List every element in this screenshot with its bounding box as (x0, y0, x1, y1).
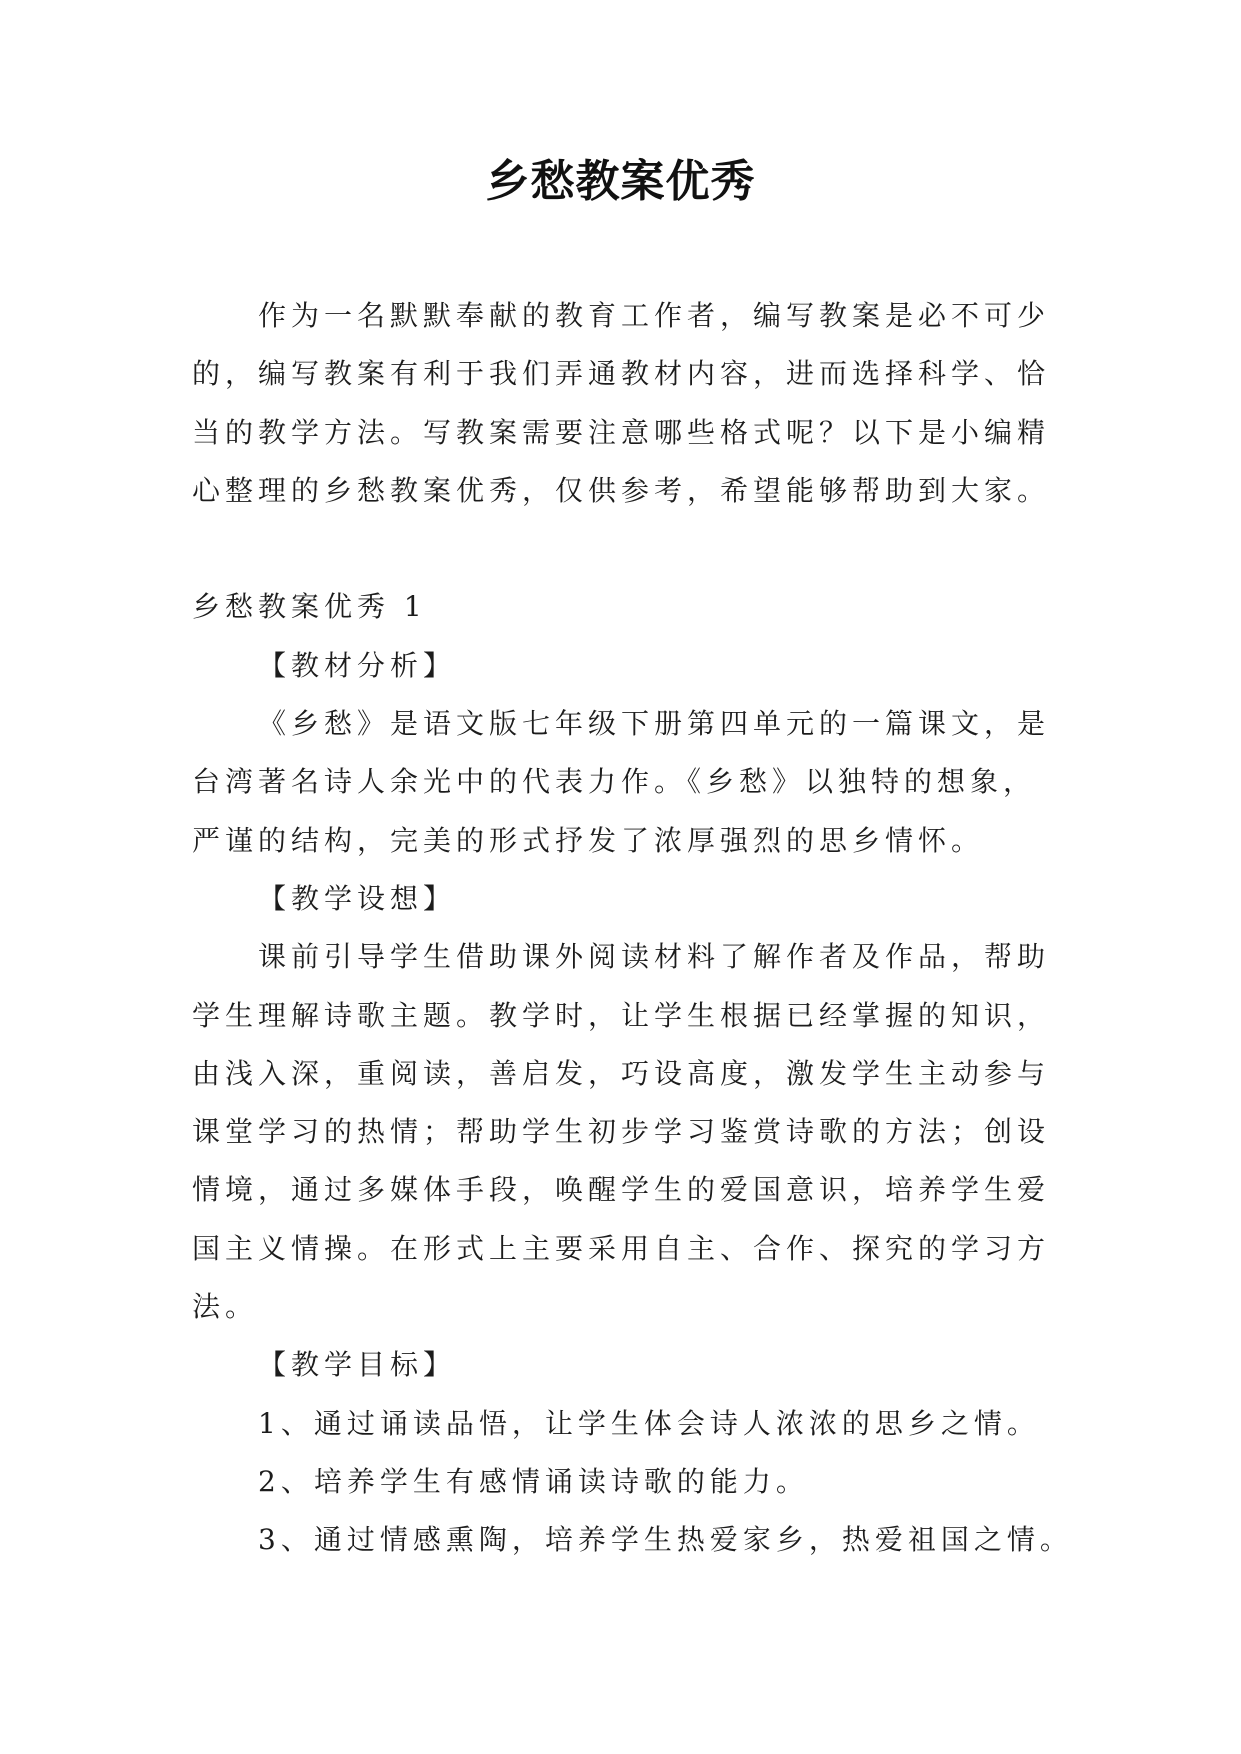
intro-paragraph (192, 287, 1072, 520)
heading-teaching-objectives: 【教学目标】 (258, 1348, 457, 1382)
paragraph-line: 课堂学习的热情；帮助学生初步学习鉴赏诗歌的方法；创设 (192, 1115, 1051, 1149)
heading-textbook-analysis: 【教材分析】 (258, 648, 457, 682)
paragraph-line: 《乡愁》是语文版七年级下册第四单元的一篇课文，是 (258, 707, 1051, 741)
objectives-list (192, 1395, 1072, 1570)
paragraph-line: 当的教学方法。写教案需要注意哪些格式呢？以下是小编精 (192, 415, 1051, 449)
concept-paragraph (192, 928, 1072, 1336)
paragraph-line: 严谨的结构，完美的形式抒发了浓厚强烈的思乡情怀。 (192, 823, 985, 857)
document-body (192, 287, 1072, 1570)
paragraph-line: 课前引导学生借助课外阅读材料了解作者及作品，帮助 (258, 940, 1051, 974)
objective-item: 3、通过情感熏陶，培养学生热爱家乡，热爱祖国之情。 (258, 1523, 1073, 1557)
heading-teaching-concept: 【教学设想】 (258, 881, 457, 915)
paragraph-line: 情境，通过多媒体手段，唤醒学生的爱国意识，培养学生爱 (192, 1173, 1051, 1207)
paragraph-line: 台湾著名诗人余光中的代表力作。《乡愁》以独特的想象， (192, 765, 1037, 799)
blank-line (192, 520, 1072, 578)
objective-item: 2、培养学生有感情诵读诗歌的能力。 (258, 1464, 809, 1498)
paragraph-line: 由浅入深，重阅读，善启发，巧设高度，激发学生主动参与 (192, 1056, 1051, 1090)
paragraph-line: 学生理解诗歌主题。教学时，让学生根据已经掌握的知识， (192, 998, 1051, 1032)
paragraph-line: 心整理的乡愁教案优秀，仅供参考，希望能够帮助到大家。 (192, 473, 1051, 507)
document-title: 乡愁教案优秀 (485, 156, 756, 207)
paragraph-line: 国主义情操。在形式上主要采用自主、合作、探究的学习方 (192, 1231, 1051, 1265)
paragraph-line: 作为一名默默奉献的教育工作者，编写教案是必不可少 (258, 299, 1051, 332)
section-heading: 乡愁教案优秀 1 (192, 590, 427, 624)
paragraph-line: 法。 (192, 1290, 259, 1324)
analysis-paragraph (192, 695, 1072, 870)
paragraph-line: 的，编写教案有利于我们弄通教材内容，进而选择科学、恰 (192, 357, 1051, 391)
objective-item: 1、通过诵读品悟，让学生体会诗人浓浓的思乡之情。 (258, 1406, 1040, 1440)
